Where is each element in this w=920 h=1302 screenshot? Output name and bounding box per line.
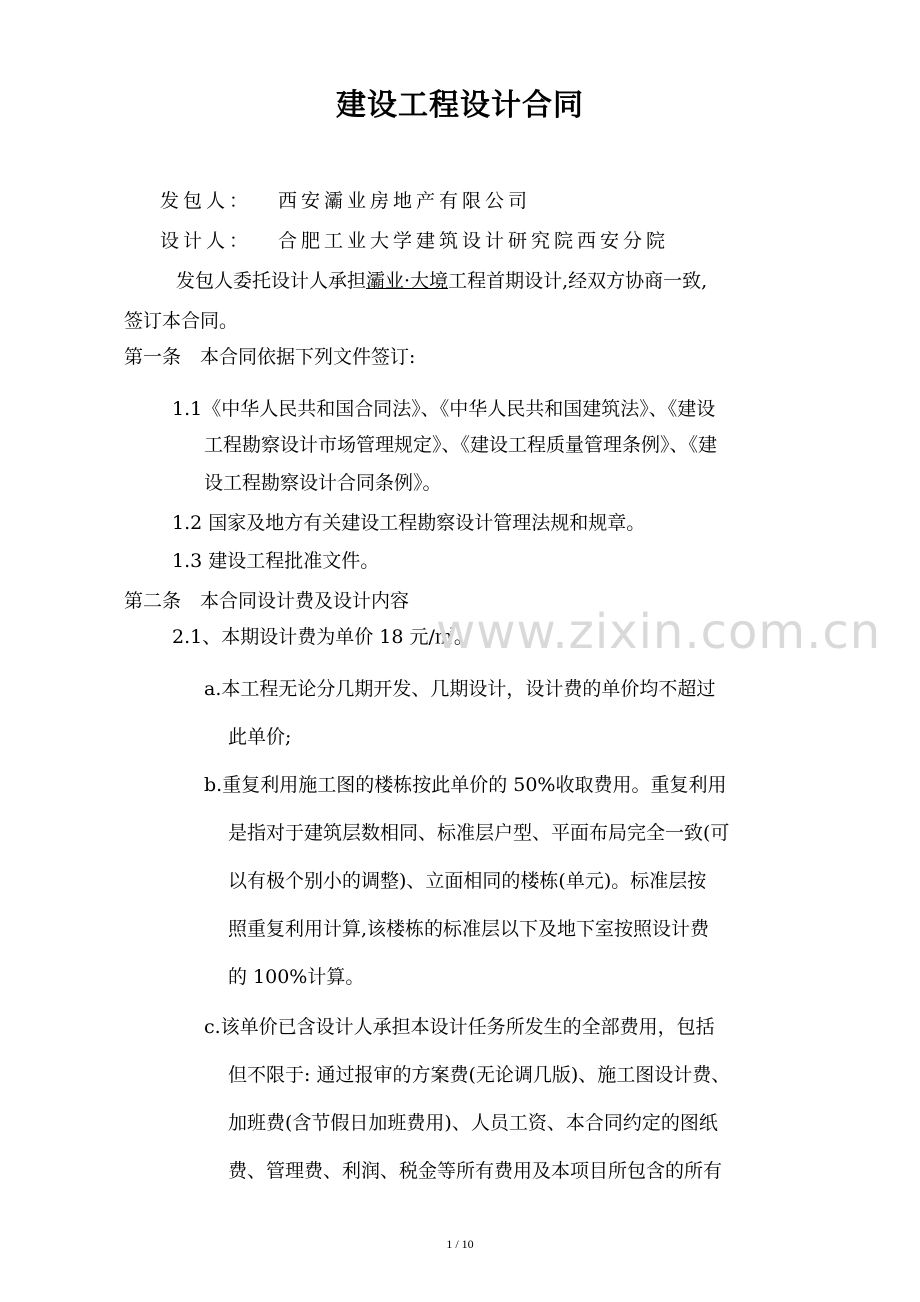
clause-c-line-2: 但不限于: 通过报审的方案费(无论调几版)、施工图设计费、 [228, 1064, 731, 1086]
item-1-2: 1.2 国家及地方有关建设工程勘察设计管理法规和规章。 [172, 512, 646, 534]
article-2-heading: 第二条 本合同设计费及设计内容 [124, 590, 410, 612]
designer-party-line [160, 228, 669, 254]
article-1-heading: 第一条 本合同依据下列文件签订: [124, 346, 416, 368]
watermark: www.zixin.com.cn [436, 604, 882, 660]
clause-b-line-3: 以有极个别小的调整)、立面相同的楼栋(单元)。标准层按 [228, 870, 707, 892]
clause-b-line-5: 的 100%计算。 [228, 966, 365, 988]
designer-label: 设计人： [160, 230, 253, 252]
client-label: 发包人： [160, 190, 253, 212]
designer-value: 合肥工业大学建筑设计研究院西安分院 [278, 230, 670, 252]
clause-b-line-4: 照重复利用计算,该楼栋的标准层以下及地下室按照设计费 [228, 918, 710, 940]
clause-c-line-3: 加班费(含节假日加班费用)、人员工资、本合同约定的图纸 [228, 1112, 718, 1134]
item-2-1: 2.1、本期设计费为单价 18 元/㎡。 [172, 626, 473, 648]
clause-b-line-1: b.重复利用施工图的楼栋按此单价的 50%收取费用。重复利用 [204, 774, 727, 796]
item-1-1-line-3: 设工程勘察设计合同条例》。 [204, 472, 442, 494]
clause-a-line-2: 此单价; [228, 726, 292, 748]
clause-a-line-1: a.本工程无论分几期开发、几期设计，设计费的单价均不超过 [204, 678, 716, 700]
intro-text-post: 工程首期设计,经双方协商一致, [448, 270, 708, 292]
intro-text-pre: 发包人委托设计人承担 [176, 270, 367, 292]
clause-c-line-4: 费、管理费、利润、税金等所有费用及本项目所包含的所有 [228, 1160, 723, 1182]
clause-b-line-2: 是指对于建筑层数相同、标准层户型、平面布局完全一致(可 [228, 822, 730, 844]
page-number: 1 / 10 [446, 1237, 474, 1251]
intro-line-2: 签订本合同。 [124, 310, 239, 332]
item-1-3: 1.3 建设工程批准文件。 [172, 550, 380, 572]
client-value: 西安灞业房地产有限公司 [278, 190, 532, 212]
clause-c-line-1: c.该单价已含设计人承担本设计任务所发生的全部费用，包括 [204, 1016, 715, 1038]
client-party-line [160, 188, 531, 214]
project-name: 灞业·大境 [366, 270, 449, 292]
item-1-1-line-2: 工程勘察设计市场管理规定》、《建设工程质量管理条例》、《建 [204, 434, 718, 456]
contract-title: 建设工程设计合同 [336, 88, 584, 123]
item-1-1-line-1: 1.1《中华人民共和国合同法》、《中华人民共和国建筑法》、《建设 [172, 398, 716, 420]
intro-line-1 [176, 268, 707, 294]
